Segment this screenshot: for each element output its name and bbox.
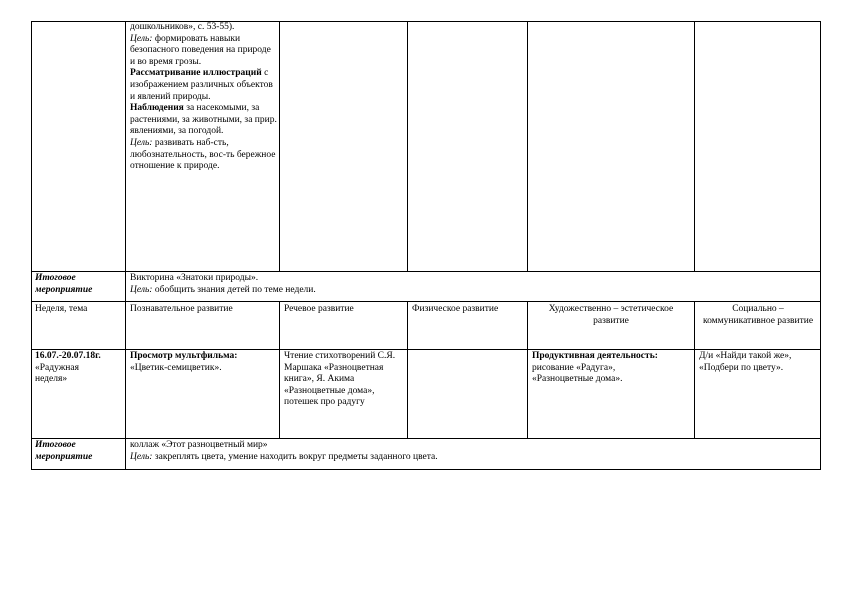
top-cognitive-cell xyxy=(130,22,278,270)
top-observations: Наблюдения за насекомыми, за растениями, за животными, за прир. явлениями, за погодой. xyxy=(130,103,277,137)
week-social: Д/и «Найди такой же», «Подбери по цвету». xyxy=(699,351,792,373)
header-physical: Физическое развитие xyxy=(412,304,499,314)
top-goal-1: Цель: формировать навыки безопасного поведения на природе и во время грозы. xyxy=(130,33,271,67)
table-border-right xyxy=(820,21,821,469)
final-2-text: коллаж «Этот разноцветный мир» xyxy=(130,440,268,450)
final-content-1 xyxy=(130,273,818,300)
row-line-bottom xyxy=(31,469,821,470)
final-content-2 xyxy=(130,440,818,468)
header-cognitive: Познавательное развитие xyxy=(130,304,233,314)
header-week: Неделя, тема xyxy=(35,304,88,314)
row-line-3 xyxy=(31,349,821,350)
header-social: Социально – коммуникативное развитие xyxy=(702,304,814,326)
col-divider-5-bottom xyxy=(694,301,695,438)
row-line-4 xyxy=(31,438,821,439)
week-speech: Чтение стихотворений С.Я. Маршака «Разноцветная книга», Я. Акима «Разноцветные дома», потешек про радугу xyxy=(284,351,396,408)
header-art: Художественно – эстетическое развитие xyxy=(548,304,674,326)
week-art: Продуктивная деятельность: рисование «Радуга», «Разноцветные дома». xyxy=(532,351,658,385)
col-divider-2-bottom xyxy=(279,301,280,438)
top-illustrations: Рассматривание иллюстраций с изображением различных объектов и явлений природы. xyxy=(130,68,273,102)
week-cognitive: Просмотр мультфильма: «Цветик-семицветик». xyxy=(130,351,238,373)
week-physical xyxy=(412,351,524,437)
top-goal-2: Цель: развивать наб-сть, любознательность, вос-ть бережное отношение к природе. xyxy=(130,137,276,172)
col-divider-3-bottom xyxy=(407,301,408,438)
top-line-source: дошкольников», с. 53-55). xyxy=(130,22,235,32)
header-speech: Речевое развитие xyxy=(284,304,354,314)
col-divider-4-top xyxy=(527,21,528,271)
table-border-left xyxy=(31,21,32,469)
col-divider-4-bottom xyxy=(527,301,528,438)
week-cell xyxy=(35,351,123,437)
col-divider-5-top xyxy=(694,21,695,271)
week-dates: 16.07.-20.07.18г. xyxy=(35,351,101,361)
col-divider-1 xyxy=(125,21,126,469)
final-1-text: Викторина «Знатоки природы». xyxy=(130,273,259,283)
row-line-2 xyxy=(31,301,821,302)
final-label-1: Итоговое мероприятие xyxy=(35,273,93,295)
col-divider-2-top xyxy=(279,21,280,271)
final-2-goal: Цель: закреплять цвета, умение находить вокруг предметы заданного цвета. xyxy=(130,451,438,462)
final-label-2: Итоговое мероприятие xyxy=(35,440,93,462)
col-divider-3-top xyxy=(407,21,408,271)
week-theme: «Радужная неделя» xyxy=(35,362,79,385)
row-line-1 xyxy=(31,271,821,272)
final-1-goal: Цель: обобщить знания детей по теме недели. xyxy=(130,284,316,295)
